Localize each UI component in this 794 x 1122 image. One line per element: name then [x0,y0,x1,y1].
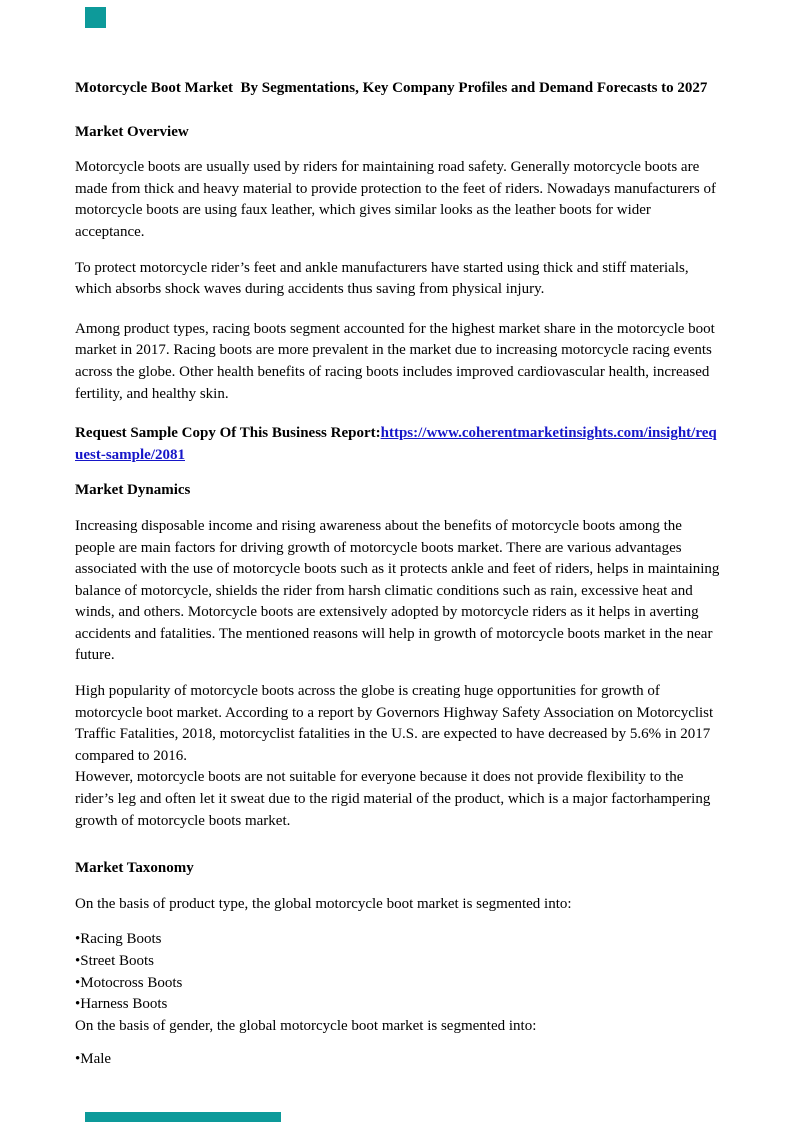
paragraph-overview-1: Motorcycle boots are usually used by riders for maintaining road safety. Generally motorcycle boots are made from thick and heavy material to provide protection to the feet of riders. Nowadays manufacturers of motorcycle boots are using faux leather, which gives similar looks as the leather boots for wider acceptance. [75,159,717,240]
heading-market-taxonomy: Market Taxonomy [75,860,194,877]
paragraph-taxonomy-gender-intro: On the basis of gender, the global motorcycle boot market is segmented into: [75,1017,537,1034]
request-sample-link[interactable]: https://www.coherentmarketinsights.com/insight/request-sample/2081 [75,425,717,463]
list-item-street-boots: •Street Boots [75,953,154,969]
paragraph-dynamics-2a: High popularity of motorcycle boots across the globe is creating huge opportunities for growth of motorcycle boot market. According to a report by Governors Highway Safety Association on Motorcyclist Traffic Fatalities, 2018, motorcyclist fatalities in the U.S. are expected to have decreased by 5.6% in 2017 compared to 2016. [75,683,714,764]
paragraph-taxonomy-product-intro: On the basis of product type, the global motorcycle boot market is segmented into: [75,895,572,912]
heading-market-overview: Market Overview [75,123,189,140]
document-title: Motorcycle Boot Market By Segmentations, Key Company Profiles and Demand Forecasts to 2027 [75,80,708,96]
request-sample-label: Request Sample Copy Of This Business Report: [75,425,381,442]
paragraph-dynamics-2 [75,681,720,832]
list-item-racing-boots: •Racing Boots [75,931,162,948]
product-type-list [75,929,720,1037]
list-item-motocross-boots: •Motocross Boots [75,974,183,991]
paragraph-overview-2: To protect motorcycle rider’s feet and ankle manufacturers have started using thick and stiff materials, which absorbs shock waves during accidents thus saving from physical injury. [75,259,689,298]
list-item-harness-boots: •Harness Boots [75,996,168,1013]
request-sample-line [75,423,720,466]
document-content [75,0,720,1085]
paragraph-dynamics-1: Increasing disposable income and rising awareness about the benefits of motorcycle boots among the people are main factors for driving growth of motorcycle boots market. There are various advantages associated with the use of motorcycle boots such as it protects ankle and feet of riders, helps in maintaining balance of motorcycle, shields the rider from harsh climatic conditions such as rain, excessive heat and winds, and others. Motorcycle boots are extensively adopted by motorcycle riders as it helps in averting accidents and fatalities. The mentioned reasons will help in growth of motorcycle boots market in the near future. [75,517,720,664]
paragraph-dynamics-2b: However, motorcycle boots are not suitable for everyone because it does not provide flexibility to the rider’s leg and often let it sweat due to the rigid material of the product, which is a major factorhampering growth of motorcycle boots market. [75,769,711,829]
heading-market-dynamics: Market Dynamics [75,482,191,499]
brand-mark-bottom [85,1112,281,1122]
list-item-male: •Male [75,1051,112,1068]
paragraph-overview-3: Among product types, racing boots segment accounted for the highest market share in the motorcycle boot market in 2017. Racing boots are more prevalent in the market due to increasing motorcycle racing events across the globe. Other health benefits of racing boots includes improved cardiovascular health, increased fertility, and healthy skin. [75,320,715,402]
